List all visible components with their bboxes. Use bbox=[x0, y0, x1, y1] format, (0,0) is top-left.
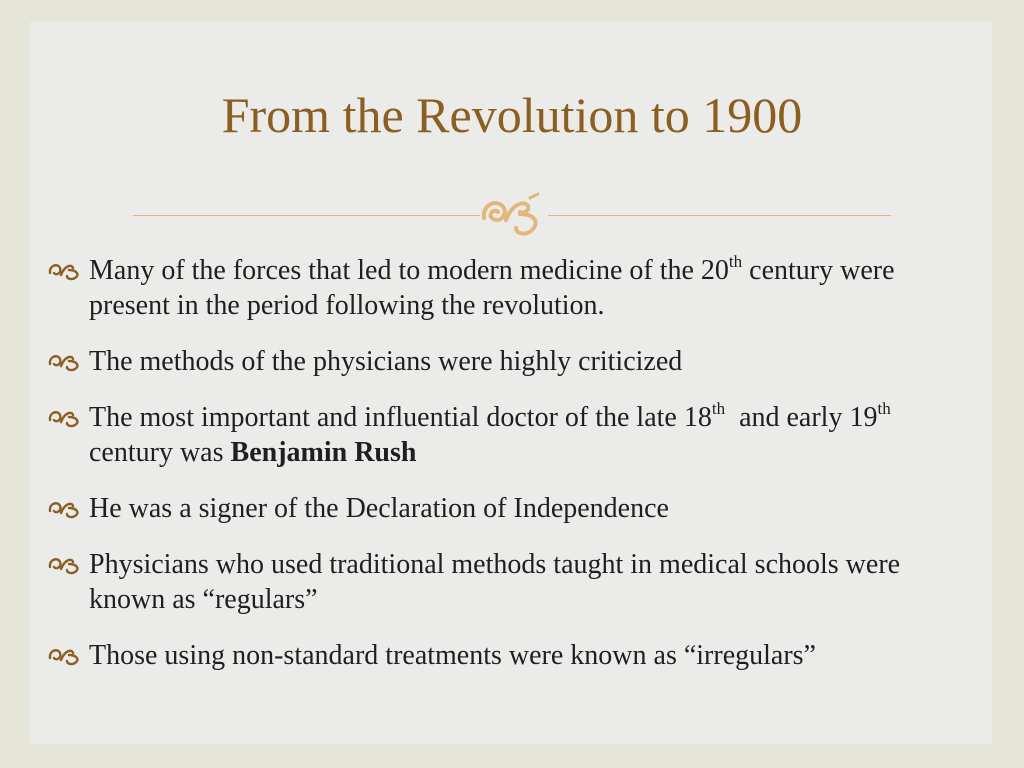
flourish-bullet-icon bbox=[47, 350, 81, 372]
divider-line-right bbox=[548, 215, 891, 216]
slide-title: From the Revolution to 1900 bbox=[221, 87, 803, 143]
bullet-text: He was a signer of the Declaration of Independence bbox=[89, 493, 669, 524]
bullet-text: Those using non-standard treatments were known as “irregulars” bbox=[89, 640, 816, 671]
flourish-bullet-icon bbox=[47, 259, 81, 281]
bullet-item bbox=[47, 400, 967, 470]
bullet-text: The most important and influential doctor of the late 18 bbox=[89, 402, 712, 433]
bullet-text: and early 19 bbox=[725, 402, 878, 433]
bullet-text: The methods of the physicians were highly criticized bbox=[89, 346, 683, 377]
bullet-item bbox=[47, 344, 967, 379]
flourish-bullet-icon bbox=[47, 644, 81, 666]
bullet-text: century were present in the period following the revolution. bbox=[89, 255, 895, 321]
swash-flourish-icon bbox=[480, 190, 548, 240]
flourish-bullet-icon bbox=[47, 553, 81, 575]
superscript-th: th bbox=[711, 399, 726, 418]
superscript-th: th bbox=[877, 399, 891, 418]
bullet-list bbox=[47, 253, 967, 694]
bullet-text: Physicians who used traditional methods taught in medical schools were known as “regulars” bbox=[89, 549, 901, 615]
bullet-text: century was bbox=[89, 437, 231, 468]
bullet-text: Many of the forces that led to modern medicine of the 20 bbox=[89, 255, 729, 286]
bullet-item bbox=[47, 638, 967, 673]
bullet-item bbox=[47, 253, 967, 323]
bullet-item bbox=[47, 491, 967, 526]
bold-name: Benjamin Rush bbox=[230, 437, 417, 468]
bullet-item bbox=[47, 547, 967, 617]
superscript-th: th bbox=[728, 252, 743, 271]
flourish-bullet-icon bbox=[47, 497, 81, 519]
flourish-bullet-icon bbox=[47, 406, 81, 428]
divider-line-left bbox=[133, 215, 480, 216]
